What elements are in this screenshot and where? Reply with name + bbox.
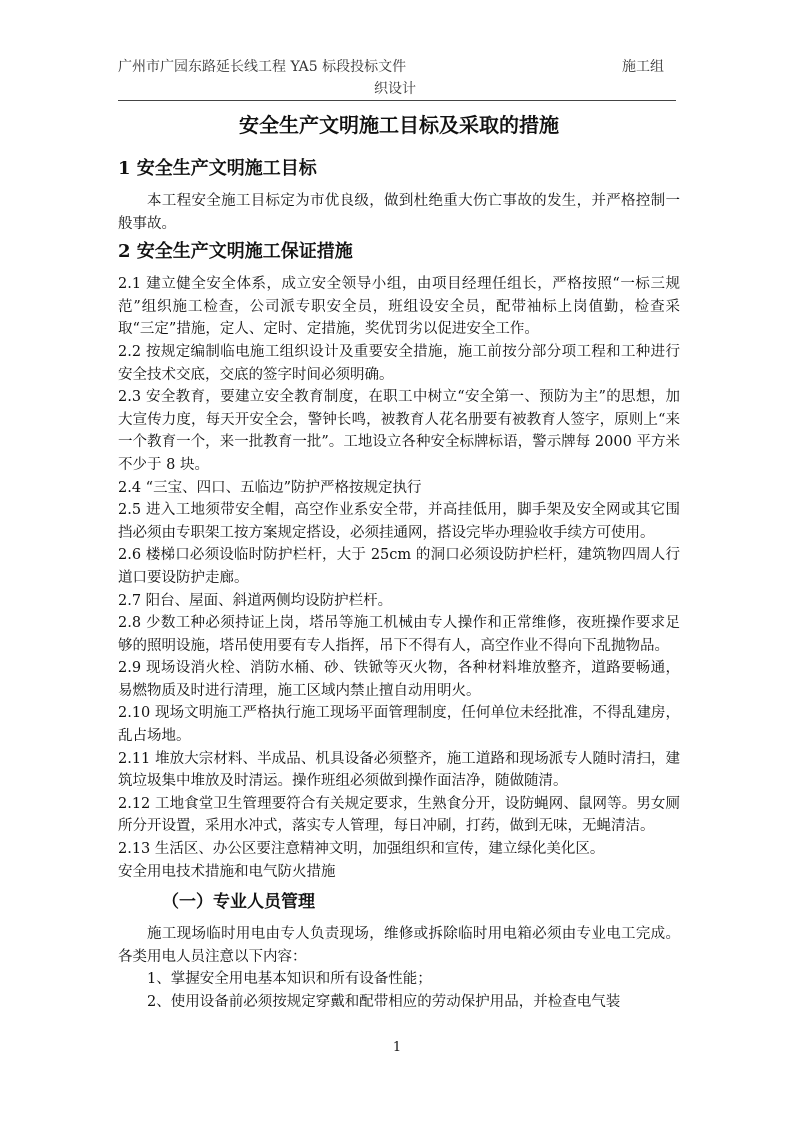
- document-title: 安全生产文明施工目标及采取的措施: [239, 113, 559, 137]
- header-left: 广州市广园东路延长线工程 YA5 标段投标文件: [118, 59, 407, 75]
- list-item: 1、掌握安全用电基本知识和所有设备性能；: [147, 971, 432, 988]
- measure-item: 2.10 现场文明施工严格执行施工现场平面管理制度，任何单位未经批准，不得乱建房，乱占场地。: [118, 705, 680, 745]
- list-item: 2、使用设备前必须按规定穿戴和配带相应的劳动保护用品，并检查电气装: [147, 994, 621, 1010]
- document-body: [118, 110, 680, 1014]
- measure-item: 2.4 “三宝、四口、五临边”防护严格按规定执行: [118, 479, 422, 496]
- measure-item: 2.8 少数工种必须持证上岗，塔吊等施工机械由专人操作和正常维修，夜班操作要求足够的照明设施，塔吊使用要有专人指挥，吊下不得有人，高空作业不得向下乱抛物品。: [118, 615, 680, 654]
- measure-item: 2.5 进入工地须带安全帽，高空作业系安全带，并高挂低用，脚手架及安全网或其它围挡必须由专职架工按方案规定搭设，必须挂通网，搭设完毕办理验收手续方可使用。: [118, 502, 680, 541]
- section-2-heading: 2 安全生产文明施工保证措施: [118, 241, 353, 263]
- page-number: 1: [392, 1040, 402, 1055]
- header-continuation: 织设计: [374, 81, 416, 97]
- measure-item: 2.1 建立健全安全体系，成立安全领导小组，由项目经理任组长，严格按照“一标三规范”组织施工检查，公司派专职安全员，班组设安全员，配带袖标上岗值勤，检查采取“三定”措施，定人、定时、定措施，奖优罚劣以促进安全工作。: [118, 276, 680, 338]
- measure-item: 2.2 按规定编制临电施工组织设计及重要安全措施，施工前按分部分项工程和工种进行安全技术交底，交底的签字时间必须明确。: [118, 343, 680, 383]
- section-1-heading: 1 安全生产文明施工目标: [118, 158, 317, 179]
- subsection-text: 施工现场临时用电由专人负责现场，维修或拆除临时用电箱必须由专业电工完成。各类用电人员注意以下内容：: [118, 926, 680, 965]
- measure-item: 2.11 堆放大宗材料、半成品、机具设备必须整齐，施工道路和现场派专人随时清扫，建筑垃圾集中堆放及时清运。操作班组必须做到操作面洁净，随做随清。: [118, 750, 680, 790]
- measure-item: 2.9 现场设消火栓、消防水桶、砂、铁锨等灭火物，各种材料堆放整齐，道路要畅通，易燃物质及时进行清理，施工区域内禁止擅自动用明火。: [118, 660, 680, 699]
- measure-item: 安全用电技术措施和电气防火措施: [118, 863, 336, 880]
- measure-item: 2.3 安全教育，要建立安全教育制度，在职工中树立“安全第一、预防为主”的思想，加大宣传力度，每天开安全会，警钟长鸣，被教育人花名册要有被教育人签字，原则上“来一个教育一个，来一批教育一批”。工地设立各种安全标牌标语，警示牌每 2000 平方米不少于 8 块。: [118, 389, 680, 473]
- measure-item: 2.12 工地食堂卫生管理要符合有关规定要求，生熟食分开，设防蝇网、鼠网等。男女厕所分开设置，采用水冲式，落实专人管理，每日冲刷，打药，做到无味，无蝇清洁。: [118, 795, 680, 835]
- measure-item: 2.6 楼梯口必须设临时防护栏杆，大于 25cm 的洞口必须设防护栏杆，建筑物四周人行道口要设防护走廊。: [118, 547, 680, 586]
- measure-item: 2.13 生活区、办公区要注意精神文明，加强组织和宣传，建立绿化美化区。: [118, 841, 605, 858]
- header-right: 施工组: [622, 59, 664, 75]
- subsection-heading: （一）专业人员管理: [162, 892, 315, 913]
- section-1-text: 本工程安全施工目标定为市优良级，做到杜绝重大伤亡事故的发生，并严格控制一般事故。: [118, 193, 680, 232]
- header-rule: [118, 100, 676, 101]
- measure-item: 2.7 阳台、屋面、斜道两侧均设防护栏杆。: [118, 592, 393, 609]
